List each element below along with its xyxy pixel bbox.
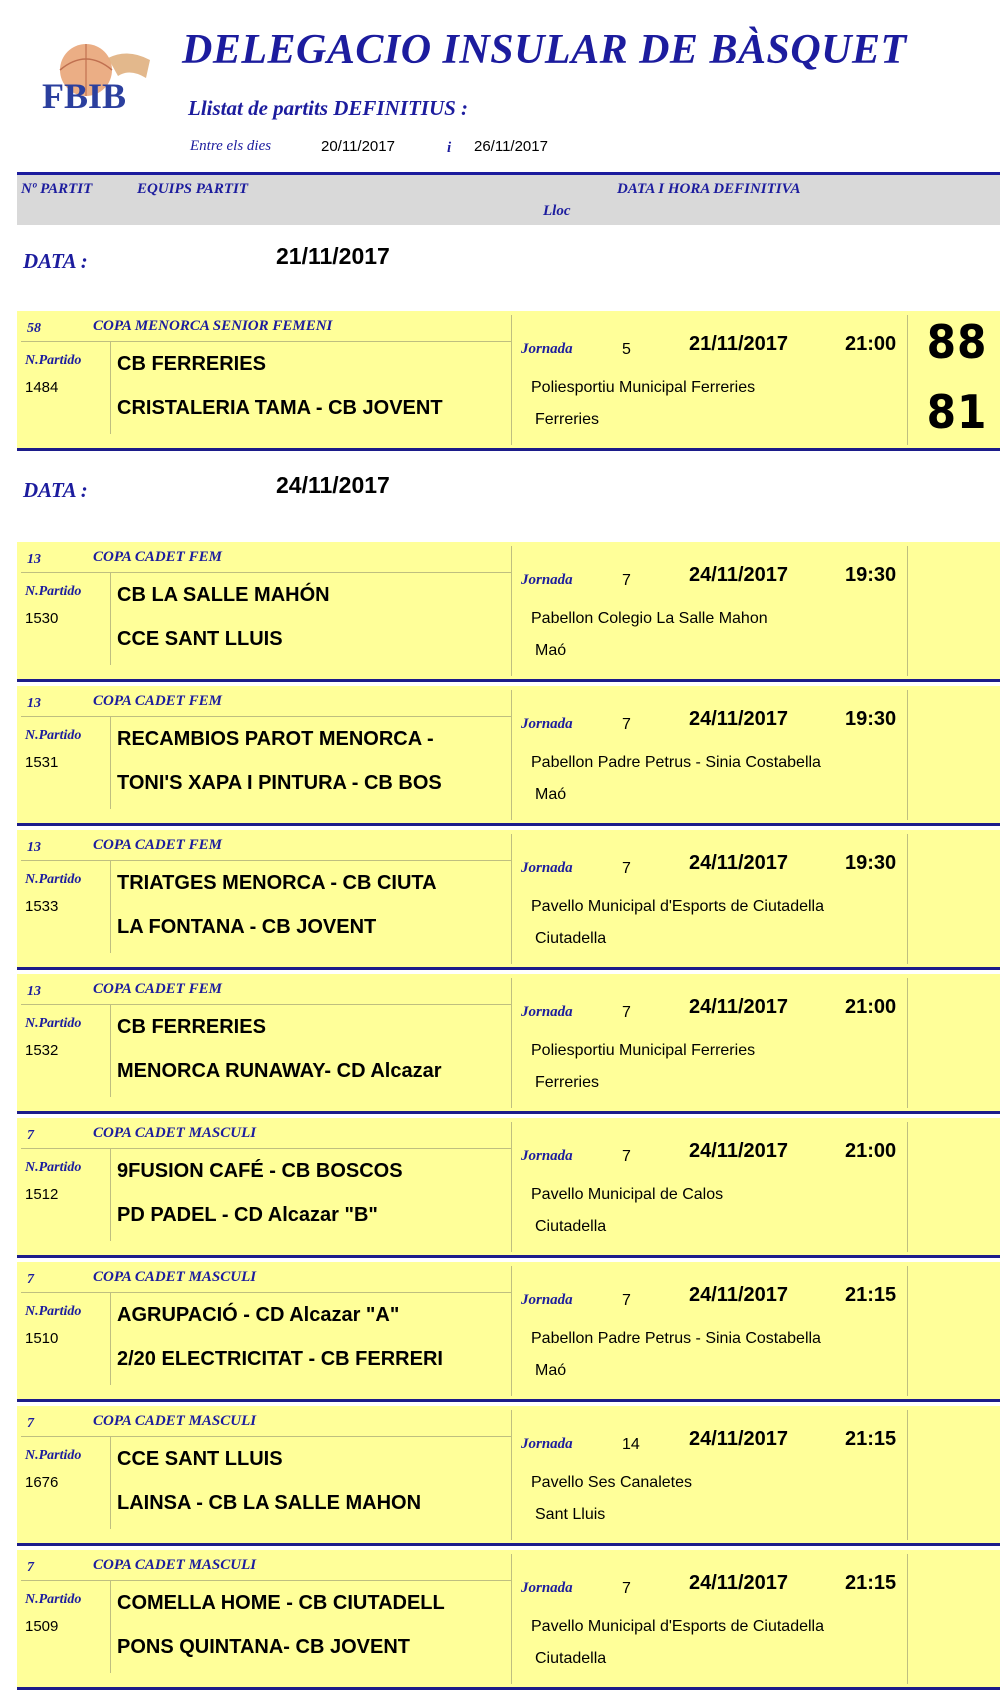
away-team: LA FONTANA - CB JOVENT xyxy=(117,916,377,938)
category-number: 58 xyxy=(27,321,41,336)
jornada-label: Jornada xyxy=(521,341,573,357)
divider xyxy=(110,1437,111,1529)
divider xyxy=(110,342,111,434)
match-card xyxy=(17,1550,1000,1690)
match-date: 24/11/2017 xyxy=(689,708,788,730)
venue: Pavello Ses Canaletes xyxy=(531,1474,692,1491)
score-home: 88 xyxy=(926,315,988,369)
town: Ciutadella xyxy=(535,1650,607,1667)
match-card xyxy=(17,686,1000,826)
date-label: DATA : xyxy=(23,249,88,273)
home-team: 9FUSION CAFÉ - CB BOSCOS xyxy=(117,1160,403,1182)
divider xyxy=(511,690,512,820)
category-number: 13 xyxy=(27,984,41,999)
col-datetime: DATA I HORA DEFINITIVA xyxy=(617,181,801,197)
category-name: COPA CADET MASCULI xyxy=(93,1557,257,1573)
jornada-label: Jornada xyxy=(521,1148,573,1164)
category-name: COPA CADET MASCULI xyxy=(93,1413,257,1429)
match-number: 1532 xyxy=(25,1042,59,1059)
category-number: 7 xyxy=(27,1272,34,1287)
divider xyxy=(21,341,511,342)
jornada-number: 14 xyxy=(622,1436,640,1453)
match-time: 19:30 xyxy=(845,852,897,874)
match-number-label: N.Partido xyxy=(25,584,82,599)
town: Maó xyxy=(535,786,567,803)
match-card xyxy=(17,311,1000,451)
home-team: COMELLA HOME - CB CIUTADELL xyxy=(117,1592,445,1614)
match-time: 21:00 xyxy=(845,996,897,1018)
match-card xyxy=(17,542,1000,682)
page-subtitle: Llistat de partits DEFINITIUS : xyxy=(188,96,469,120)
date-section-header xyxy=(0,472,1000,512)
venue: Pavello Municipal de Calos xyxy=(531,1186,724,1203)
date-range-to: 26/11/2017 xyxy=(474,138,548,155)
match-number-label: N.Partido xyxy=(25,1160,82,1175)
venue: Pabellon Padre Petrus - Sinia Costabella xyxy=(531,1330,821,1347)
divider xyxy=(511,315,512,445)
match-time: 19:30 xyxy=(845,708,897,730)
logo-text: FBIB xyxy=(42,76,127,113)
divider xyxy=(907,834,908,964)
match-card xyxy=(17,1262,1000,1402)
category-name: COPA CADET MASCULI xyxy=(93,1125,257,1141)
away-team: PONS QUINTANA- CB JOVENT xyxy=(117,1636,410,1658)
match-number-label: N.Partido xyxy=(25,1304,82,1319)
divider xyxy=(511,1410,512,1540)
town: Maó xyxy=(535,642,567,659)
town: Ciutadella xyxy=(535,1218,607,1235)
away-team: LAINSA - CB LA SALLE MAHON xyxy=(117,1492,422,1514)
jornada-number: 7 xyxy=(622,1148,631,1165)
category-number: 7 xyxy=(27,1560,34,1575)
divider xyxy=(907,690,908,820)
category-number: 7 xyxy=(27,1128,34,1143)
divider xyxy=(907,978,908,1108)
jornada-label: Jornada xyxy=(521,1004,573,1020)
jornada-number: 7 xyxy=(622,716,631,733)
jornada-label: Jornada xyxy=(521,1292,573,1308)
match-number-label: N.Partido xyxy=(25,728,82,743)
category-name: COPA MENORCA SENIOR FEMENI xyxy=(93,318,333,334)
venue: Poliesportiu Municipal Ferreries xyxy=(531,1042,756,1059)
venue: Pavello Municipal d'Esports de Ciutadella xyxy=(531,1618,824,1635)
date-range-from: 20/11/2017 xyxy=(321,138,395,155)
divider xyxy=(511,1122,512,1252)
divider xyxy=(110,573,111,665)
match-date: 24/11/2017 xyxy=(689,1284,788,1306)
page-title: DELEGACIO INSULAR DE BÀSQUET xyxy=(182,27,907,73)
jornada-number: 7 xyxy=(622,860,631,877)
divider xyxy=(511,546,512,676)
category-number: 13 xyxy=(27,696,41,711)
town: Ferreries xyxy=(535,1074,600,1091)
divider xyxy=(21,1148,511,1149)
home-team: CCE SANT LLUIS xyxy=(117,1448,283,1470)
match-card xyxy=(17,1118,1000,1258)
match-card xyxy=(17,830,1000,970)
match-time: 21:15 xyxy=(845,1572,897,1594)
date-range-separator: i xyxy=(447,140,452,156)
jornada-number: 7 xyxy=(622,572,631,589)
divider xyxy=(511,1266,512,1396)
divider xyxy=(907,1554,908,1684)
match-number: 1676 xyxy=(25,1474,59,1491)
venue: Poliesportiu Municipal Ferreries xyxy=(531,379,756,396)
col-num: Nº PARTIT xyxy=(21,181,93,197)
jornada-label: Jornada xyxy=(521,860,573,876)
divider xyxy=(110,861,111,953)
category-number: 13 xyxy=(27,840,41,855)
match-number: 1510 xyxy=(25,1330,59,1347)
venue: Pabellon Colegio La Salle Mahon xyxy=(531,610,768,627)
match-number-label: N.Partido xyxy=(25,1016,82,1031)
match-date: 24/11/2017 xyxy=(689,852,788,874)
divider xyxy=(907,1266,908,1396)
match-date: 21/11/2017 xyxy=(689,333,788,355)
town: Sant Lluis xyxy=(535,1506,606,1523)
away-team: CRISTALERIA TAMA - CB JOVENT xyxy=(117,397,443,419)
match-number: 1509 xyxy=(25,1618,59,1635)
category-number: 13 xyxy=(27,552,41,567)
match-date: 24/11/2017 xyxy=(689,1428,788,1450)
jornada-label: Jornada xyxy=(521,1580,573,1596)
town: Maó xyxy=(535,1362,567,1379)
divider xyxy=(907,1410,908,1540)
home-team: CB FERRERIES xyxy=(117,353,266,375)
match-time: 21:15 xyxy=(845,1428,897,1450)
divider xyxy=(110,1149,111,1241)
match-number-label: N.Partido xyxy=(25,353,82,368)
divider xyxy=(110,717,111,809)
town: Ciutadella xyxy=(535,930,607,947)
home-team: TRIATGES MENORCA - CB CIUTA xyxy=(117,872,437,894)
match-card xyxy=(17,1406,1000,1546)
away-team: CCE SANT LLUIS xyxy=(117,628,283,650)
jornada-label: Jornada xyxy=(521,1436,573,1452)
jornada-number: 7 xyxy=(622,1004,631,1021)
divider xyxy=(21,1004,511,1005)
category-name: COPA CADET FEM xyxy=(93,693,222,709)
home-team: AGRUPACIÓ - CD Alcazar "A" xyxy=(117,1304,400,1326)
jornada-number: 7 xyxy=(622,1580,631,1597)
match-number-label: N.Partido xyxy=(25,1448,82,1463)
match-time: 21:00 xyxy=(845,1140,897,1162)
match-number: 1512 xyxy=(25,1186,59,1203)
divider xyxy=(110,1293,111,1385)
divider xyxy=(511,978,512,1108)
home-team: CB FERRERIES xyxy=(117,1016,266,1038)
town: Ferreries xyxy=(535,411,600,428)
divider xyxy=(21,1580,511,1581)
away-team: TONI'S XAPA I PINTURA - CB BOS xyxy=(117,772,442,794)
divider xyxy=(21,860,511,861)
jornada-number: 5 xyxy=(622,341,631,358)
divider xyxy=(110,1581,111,1673)
jornada-label: Jornada xyxy=(521,572,573,588)
divider xyxy=(511,834,512,964)
home-team: CB LA SALLE MAHÓN xyxy=(117,584,330,606)
match-date: 24/11/2017 xyxy=(689,564,788,586)
jornada-number: 7 xyxy=(622,1292,631,1309)
match-number: 1530 xyxy=(25,610,59,627)
divider xyxy=(21,572,511,573)
column-header xyxy=(17,172,1000,225)
divider xyxy=(511,1554,512,1684)
match-date: 24/11/2017 xyxy=(689,1572,788,1594)
home-team: RECAMBIOS PAROT MENORCA - xyxy=(117,728,434,750)
date-value: 21/11/2017 xyxy=(276,243,390,269)
match-date: 24/11/2017 xyxy=(689,1140,788,1162)
category-name: COPA CADET FEM xyxy=(93,549,222,565)
fbib-logo xyxy=(38,38,158,113)
match-time: 21:00 xyxy=(845,333,897,355)
date-section-header xyxy=(0,243,1000,283)
category-name: COPA CADET MASCULI xyxy=(93,1269,257,1285)
date-value: 24/11/2017 xyxy=(276,472,390,498)
date-label: DATA : xyxy=(23,478,88,502)
venue: Pavello Municipal d'Esports de Ciutadella xyxy=(531,898,824,915)
divider xyxy=(907,1122,908,1252)
away-team: PD PADEL - CD Alcazar "B" xyxy=(117,1204,378,1226)
match-number-label: N.Partido xyxy=(25,1592,82,1607)
divider xyxy=(907,546,908,676)
match-date: 24/11/2017 xyxy=(689,996,788,1018)
venue: Pabellon Padre Petrus - Sinia Costabella xyxy=(531,754,821,771)
score-away: 81 xyxy=(926,385,988,439)
divider xyxy=(21,716,511,717)
match-number: 1484 xyxy=(25,379,59,396)
jornada-label: Jornada xyxy=(521,716,573,732)
match-time: 21:15 xyxy=(845,1284,897,1306)
match-time: 19:30 xyxy=(845,564,897,586)
col-teams: EQUIPS PARTIT xyxy=(137,181,248,197)
match-number: 1533 xyxy=(25,898,59,915)
category-name: COPA CADET FEM xyxy=(93,837,222,853)
match-number: 1531 xyxy=(25,754,59,771)
away-team: MENORCA RUNAWAY- CD Alcazar xyxy=(117,1060,442,1082)
divider xyxy=(21,1292,511,1293)
category-name: COPA CADET FEM xyxy=(93,981,222,997)
away-team: 2/20 ELECTRICITAT - CB FERRERI xyxy=(117,1348,443,1370)
divider xyxy=(907,315,908,445)
match-number-label: N.Partido xyxy=(25,872,82,887)
divider xyxy=(110,1005,111,1097)
category-number: 7 xyxy=(27,1416,34,1431)
date-range-label: Entre els dies xyxy=(190,138,272,154)
match-card xyxy=(17,974,1000,1114)
divider xyxy=(21,1436,511,1437)
col-place: Lloc xyxy=(543,203,571,219)
